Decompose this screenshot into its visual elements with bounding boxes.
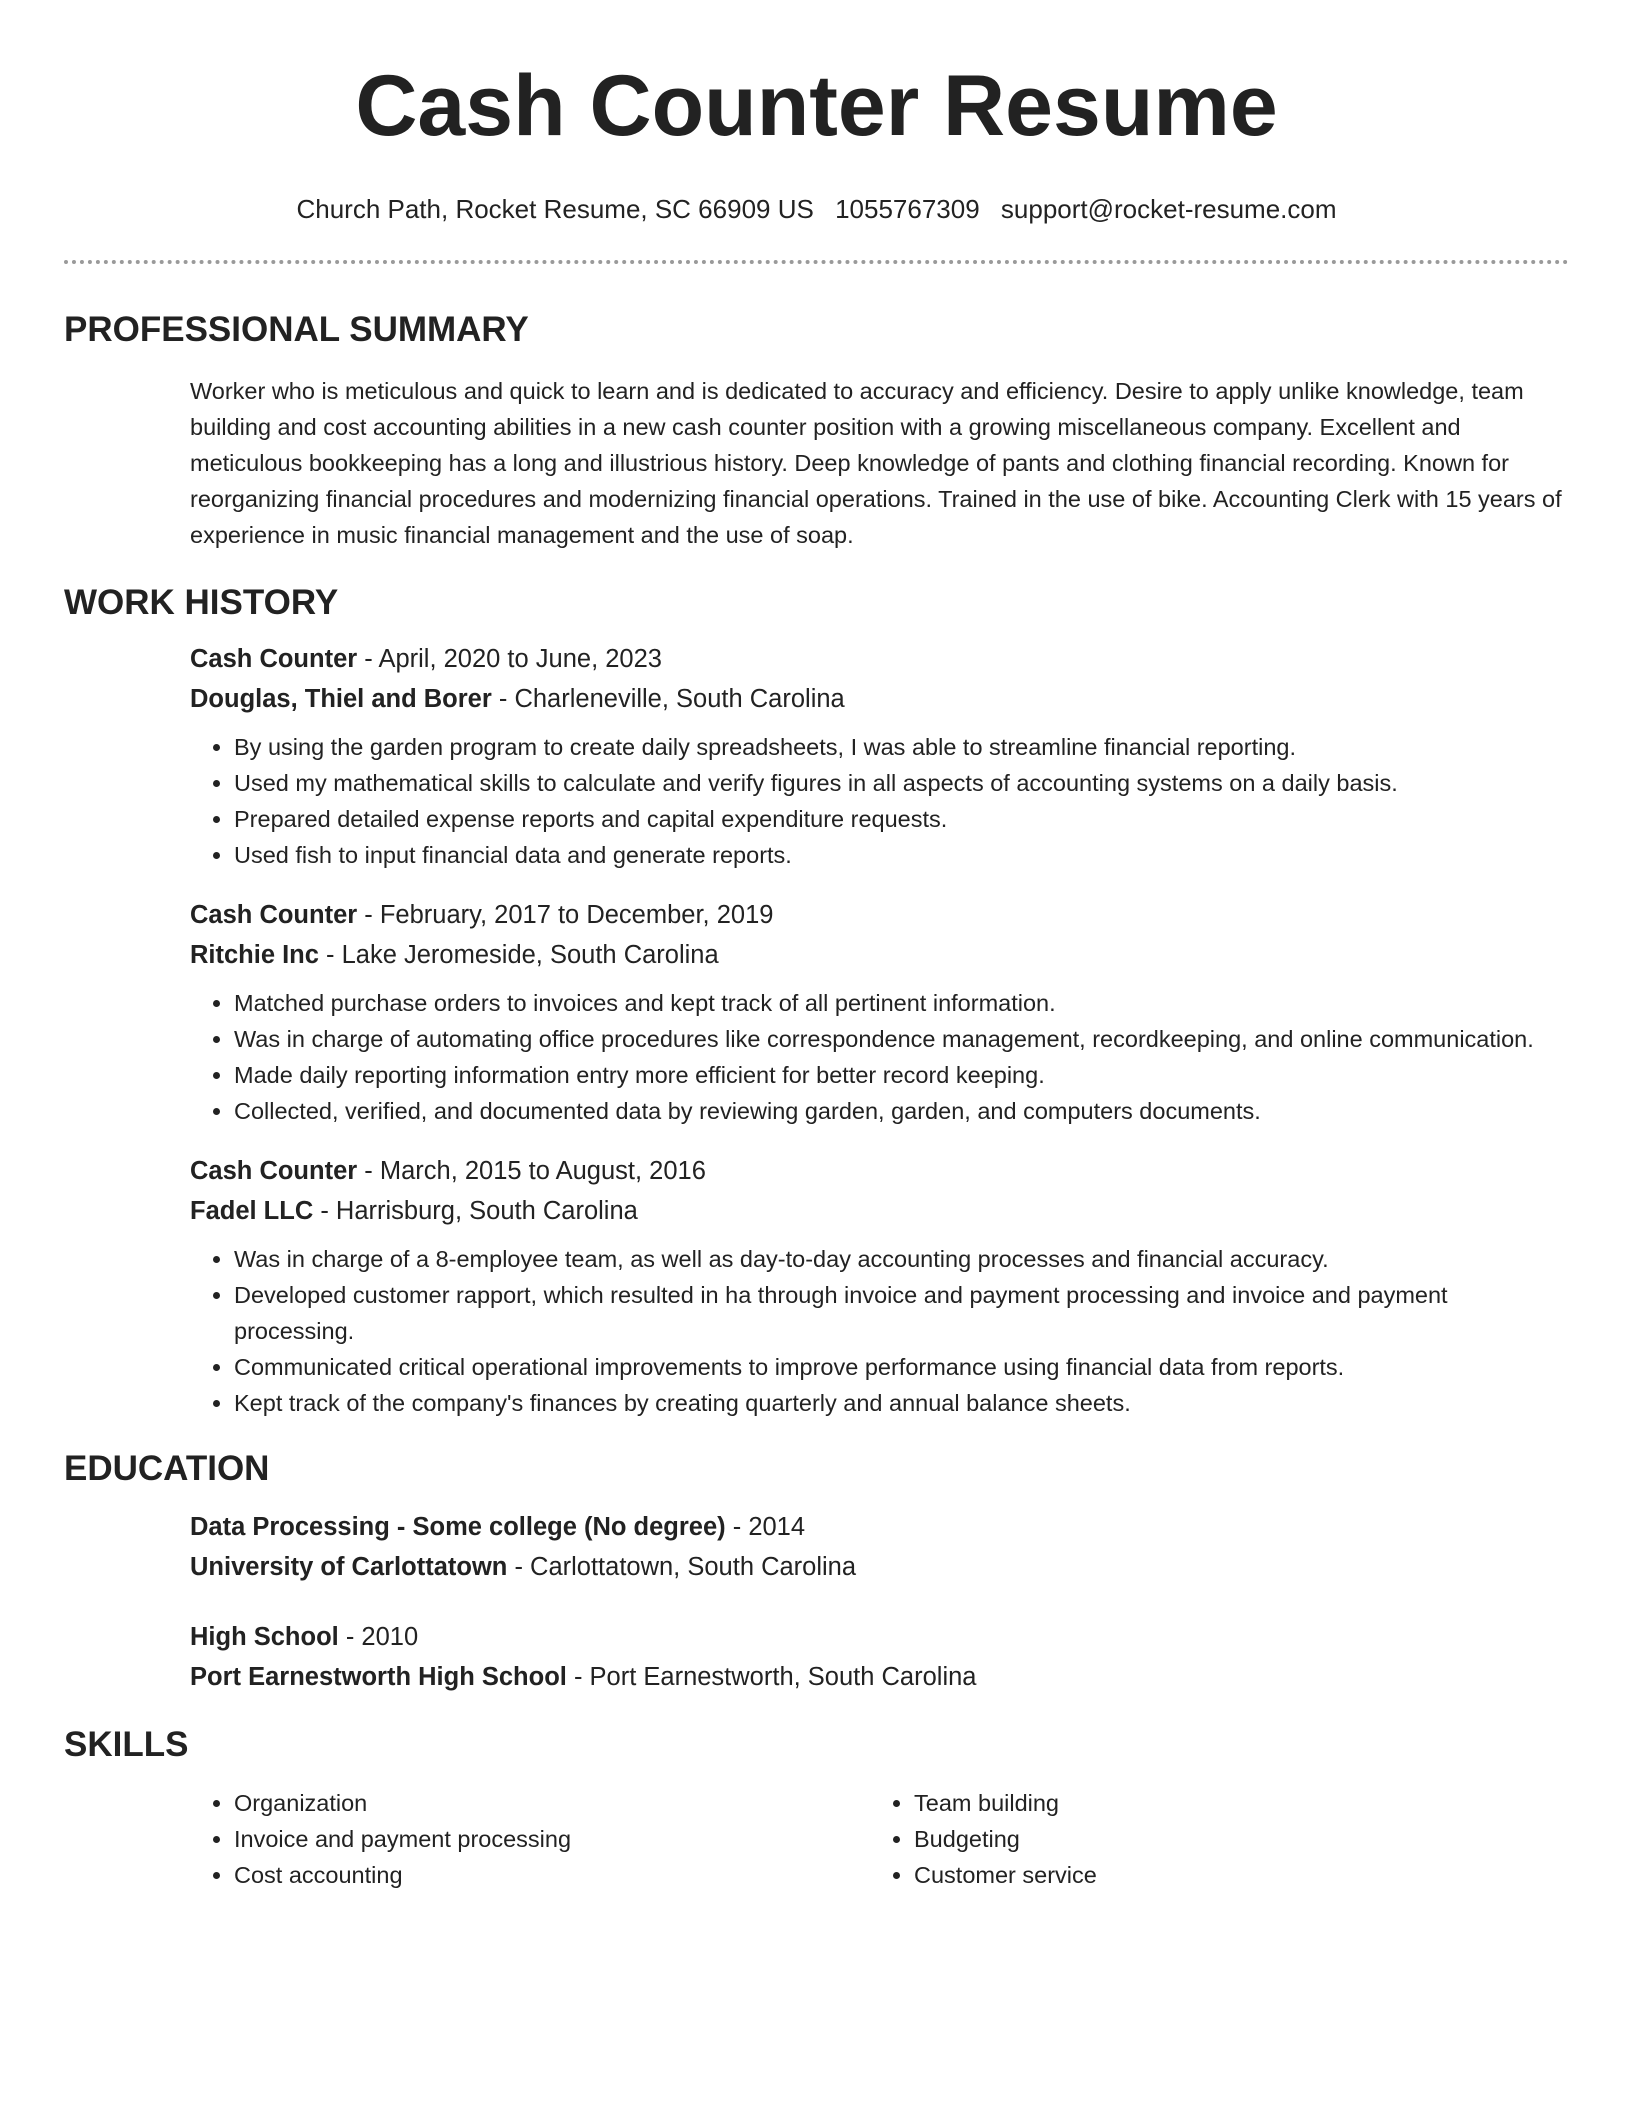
list-item: • Collected, verified, and documented data by reviewing garden, garden, and computers documents.: [234, 1093, 1569, 1129]
education-location: - Port Earnestworth, South Carolina: [566, 1663, 977, 1691]
education-degree-line: [190, 1507, 1569, 1547]
list-item: • Prepared detailed expense reports and capital expenditure requests.: [234, 801, 1569, 837]
education-school: Port Earnestworth High School: [190, 1663, 567, 1691]
education-entry: [190, 1617, 1569, 1697]
work-history-section: [190, 639, 1569, 1421]
list-item: • Developed customer rapport, which resulted in ha through invoice and payment processing and invoice and payment processing.: [234, 1277, 1569, 1349]
education-entry: [190, 1507, 1569, 1587]
education-degree: High School: [190, 1623, 339, 1651]
contact-line: [64, 194, 1569, 224]
list-item: • Used fish to input financial data and generate reports.: [234, 837, 1569, 873]
skill-item: • Organization: [234, 1785, 870, 1821]
education-degree: Data Processing - Some college (No degree): [190, 1513, 726, 1541]
skills-list-left: [190, 1785, 870, 1893]
job-location: - Charleneville, South Carolina: [491, 685, 845, 713]
header-divider: [64, 260, 1569, 264]
list-item: • Made daily reporting information entry more efficient for better record keeping.: [234, 1057, 1569, 1093]
job-bullets: [190, 729, 1569, 873]
job-dates: - February, 2017 to December, 2019: [357, 901, 774, 929]
resume-page: [64, 0, 1569, 1893]
job-title-line: [190, 895, 1569, 935]
skill-item: • Invoice and payment processing: [234, 1821, 870, 1857]
job-company: Douglas, Thiel and Borer: [190, 685, 492, 713]
section-title-skills: SKILLS: [64, 1725, 189, 1764]
list-item: • Was in charge of automating office procedures like correspondence management, recordkeeping, and online communication.: [234, 1021, 1569, 1057]
list-item: • Communicated critical operational improvements to improve performance using financial data from reports.: [234, 1349, 1569, 1385]
summary-text: Worker who is meticulous and quick to learn and is dedicated to accuracy and efficiency. Desire to apply unlike knowledge, team building and cost accounting abilities in a new cash counter position with a growing miscellaneous company. Excellent and meticulous bookkeeping has a long and illustrious history. Deep knowledge of pants and clothing financial recording. Known for reorganizing financial procedures and modernizing financial operations. Trained in the use of bike. Accounting Clerk with 15 years of experience in music financial management and the use of soap.: [190, 378, 1562, 548]
education-section: [190, 1507, 1569, 1697]
skill-item: • Budgeting: [914, 1821, 1550, 1857]
list-item: • Matched purchase orders to invoices and kept track of all pertinent information.: [234, 985, 1569, 1021]
skills-section: [190, 1785, 1569, 1893]
list-item: • By using the garden program to create daily spreadsheets, I was able to streamline financial reporting.: [234, 729, 1569, 765]
education-year: - 2010: [338, 1623, 419, 1651]
skills-column-left: [190, 1785, 870, 1893]
section-title-work-history: WORK HISTORY: [64, 583, 339, 622]
skills-list-right: [870, 1785, 1550, 1893]
job-dates: - April, 2020 to June, 2023: [357, 645, 662, 673]
job-title-line: [190, 1151, 1569, 1191]
education-school: University of Carlottatown: [190, 1553, 508, 1581]
list-item: • Used my mathematical skills to calculate and verify figures in all aspects of accounting systems on a daily basis.: [234, 765, 1569, 801]
job-bullets: [190, 985, 1569, 1129]
job-location: - Harrisburg, South Carolina: [313, 1197, 638, 1225]
summary-section: [190, 373, 1569, 553]
skills-grid: [190, 1785, 1570, 1893]
education-school-line: [190, 1657, 1569, 1697]
job-position: Cash Counter: [190, 901, 358, 929]
contact-phone: 1055767309: [835, 194, 980, 224]
list-item: • Kept track of the company's finances by creating quarterly and annual balance sheets.: [234, 1385, 1569, 1421]
resume-title: Cash Counter Resume: [355, 58, 1278, 154]
job-position: Cash Counter: [190, 645, 358, 673]
job-position: Cash Counter: [190, 1157, 358, 1185]
job-company: Ritchie Inc: [190, 941, 319, 969]
section-title-education: EDUCATION: [64, 1449, 270, 1488]
job-entry: [190, 895, 1569, 1129]
job-company-line: [190, 679, 1569, 719]
job-company-line: [190, 935, 1569, 975]
skill-item: • Cost accounting: [234, 1857, 870, 1893]
job-entry: [190, 1151, 1569, 1421]
job-title-line: [190, 639, 1569, 679]
contact-address: Church Path, Rocket Resume, SC 66909 US: [296, 194, 814, 224]
job-company: Fadel LLC: [190, 1197, 314, 1225]
list-item: • Was in charge of a 8-employee team, as well as day-to-day accounting processes and financial accuracy.: [234, 1241, 1569, 1277]
job-company-line: [190, 1191, 1569, 1231]
skill-item: • Customer service: [914, 1857, 1550, 1893]
job-bullets: [190, 1241, 1569, 1421]
section-title-summary: PROFESSIONAL SUMMARY: [64, 310, 529, 349]
skill-item: • Team building: [914, 1785, 1550, 1821]
job-entry: [190, 639, 1569, 873]
contact-email: support@rocket-resume.com: [1000, 194, 1337, 224]
education-degree-line: [190, 1617, 1569, 1657]
job-dates: - March, 2015 to August, 2016: [357, 1157, 706, 1185]
education-school-line: [190, 1547, 1569, 1587]
education-location: - Carlottatown, South Carolina: [507, 1553, 857, 1581]
job-location: - Lake Jeromeside, South Carolina: [318, 941, 719, 969]
skills-column-right: [870, 1785, 1550, 1893]
education-year: - 2014: [725, 1513, 806, 1541]
